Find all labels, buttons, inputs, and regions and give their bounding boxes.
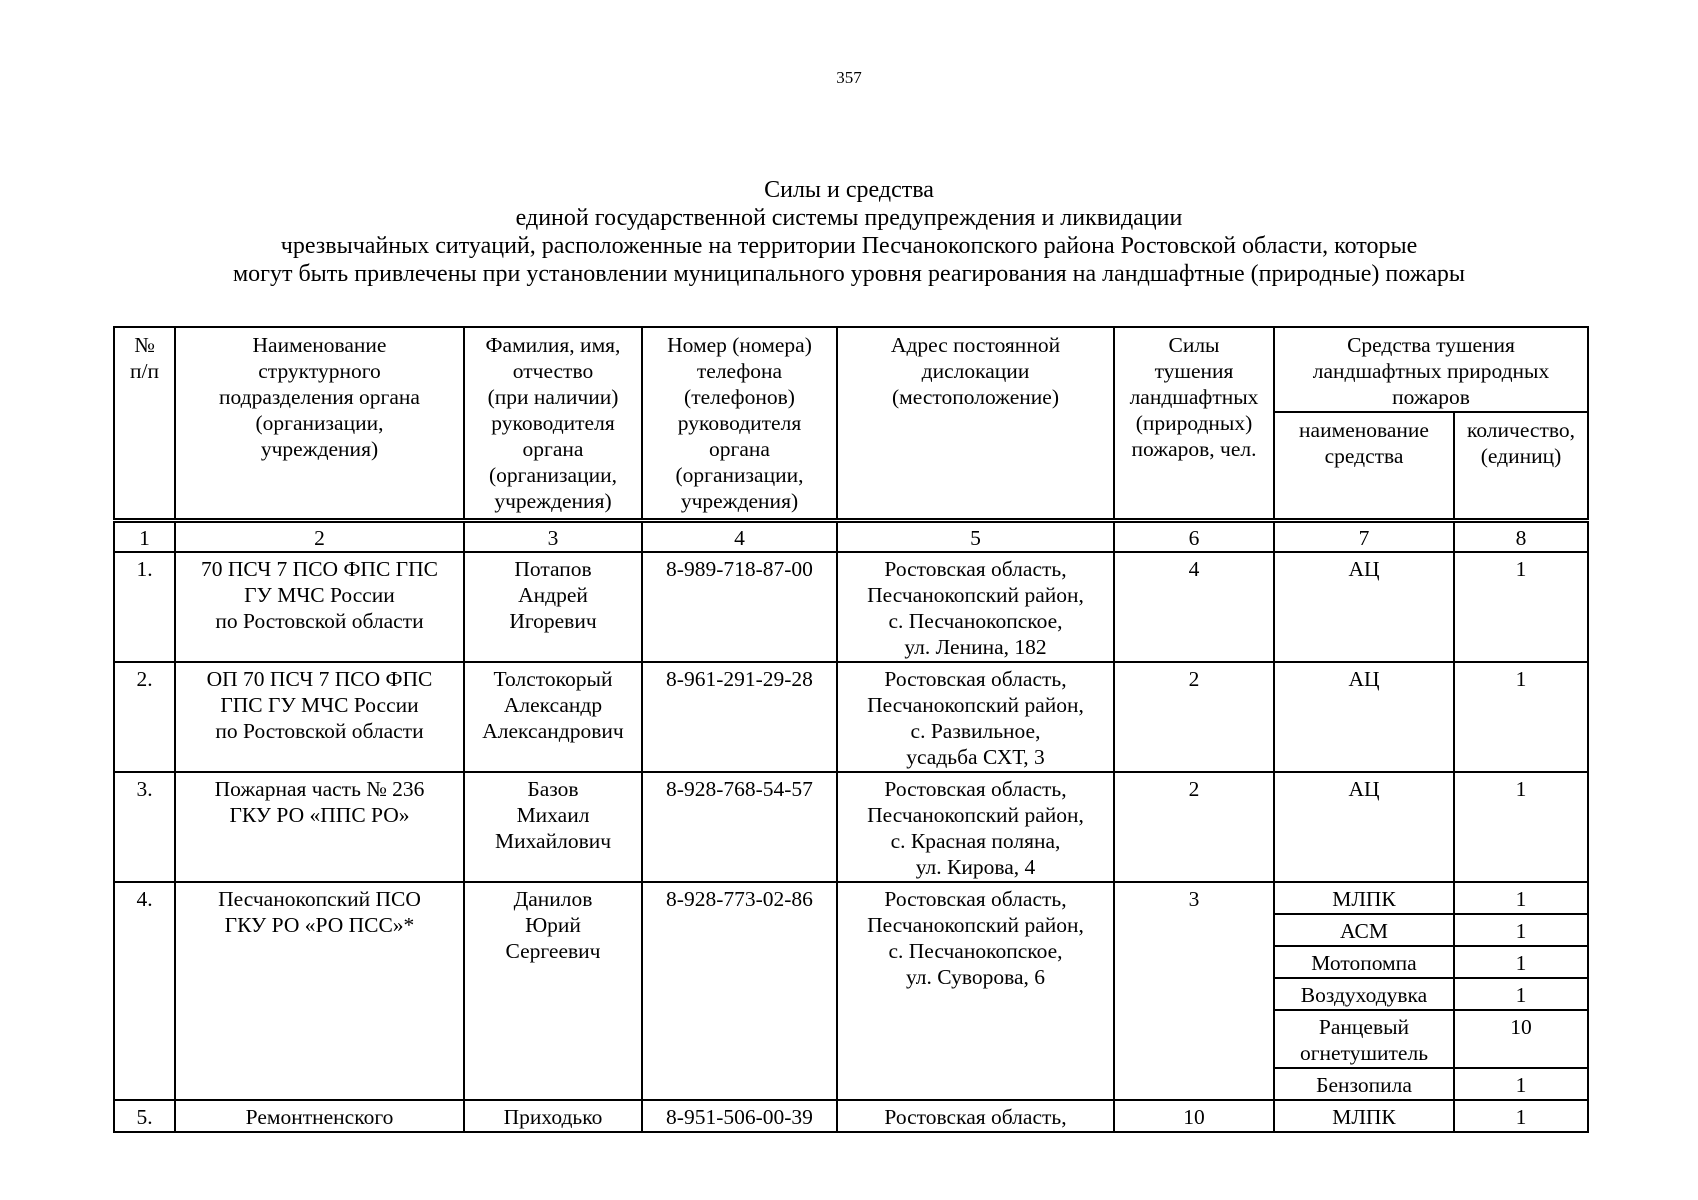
address-line: ул. Ленина, 182 [904, 634, 1047, 659]
equipment-name-line: АСМ [1340, 918, 1388, 943]
forces-cell: 2 [1114, 772, 1274, 882]
row-number: 2. [114, 662, 175, 772]
equipment-name-cell [1274, 1068, 1454, 1100]
header-forces [1114, 327, 1274, 520]
header-line: руководителя [491, 411, 615, 435]
address-line: усадьба СХТ, 3 [906, 744, 1045, 769]
equipment-name-cell [1274, 662, 1454, 772]
row-number: 4. [114, 882, 175, 1100]
head-name-cell [464, 552, 642, 662]
column-number: 6 [1114, 520, 1274, 552]
phone-cell: 8-989-718-87-00 [642, 552, 837, 662]
organization-line: Ремонтненского [245, 1104, 394, 1129]
table-row [114, 882, 1588, 914]
header-line: пожаров, чел. [1131, 437, 1257, 461]
row-number: 3. [114, 772, 175, 882]
head-name-cell [464, 1100, 642, 1132]
header-line: Средства тушения [1347, 333, 1515, 357]
header-line: (единиц) [1480, 444, 1562, 468]
header-line: № [134, 333, 155, 357]
header-line: (при наличии) [487, 385, 619, 409]
header-line: наименование [1299, 418, 1429, 442]
header-line: учреждения) [680, 489, 799, 513]
column-number: 3 [464, 520, 642, 552]
equipment-name-line: МЛПК [1332, 886, 1396, 911]
header-line: (организации, [489, 463, 617, 487]
phone-cell: 8-961-291-29-28 [642, 662, 837, 772]
head-name-line: Михаил [516, 802, 590, 827]
header-line: структурного [258, 359, 381, 383]
head-name-line: Юрий [525, 912, 581, 937]
table-row [114, 662, 1588, 772]
header-line: отчество [512, 359, 594, 383]
address-line: Ростовская область, [884, 886, 1067, 911]
organization-line: ГКУ РО «ППС РО» [229, 802, 410, 827]
address-line: Песчанокопский район, [867, 912, 1084, 937]
equipment-qty-cell: 1 [1454, 946, 1588, 978]
row-number: 1. [114, 552, 175, 662]
column-number: 7 [1274, 520, 1454, 552]
address-line: Песчанокопский район, [867, 692, 1084, 717]
title-line: чрезвычайных ситуаций, расположенные на территории Песчанокопского района Ростовской области, которые [280, 233, 1418, 259]
forces-table [113, 326, 1589, 1133]
forces-cell: 10 [1114, 1100, 1274, 1132]
header-line: Силы [1168, 333, 1220, 357]
organization-line: по Ростовской области [215, 608, 424, 633]
equipment-name-line: АЦ [1348, 776, 1380, 801]
address-line: Ростовская область, [884, 776, 1067, 801]
organization-cell [175, 662, 464, 772]
head-name-line: Приходько [503, 1104, 603, 1129]
equipment-name-line: АЦ [1348, 556, 1380, 581]
header-phone [642, 327, 837, 520]
head-name-cell [464, 772, 642, 882]
header-line: средства [1324, 444, 1404, 468]
header-line: тушения [1154, 359, 1234, 383]
header-line: ландшафтных природных [1312, 359, 1550, 383]
forces-cell: 4 [1114, 552, 1274, 662]
equipment-name-line: Воздуходувка [1300, 982, 1428, 1007]
header-line: руководителя [677, 411, 802, 435]
organization-line: ГКУ РО «РО ПСС»* [224, 912, 415, 937]
header-organization [175, 327, 464, 520]
organization-line: по Ростовской области [215, 718, 424, 743]
head-name-line: Толстокорый [493, 666, 613, 691]
header-line: (местоположение) [892, 385, 1059, 409]
header-equipment-group [1274, 327, 1588, 412]
address-line: Ростовская область, [884, 556, 1067, 581]
column-number: 1 [114, 520, 175, 552]
address-cell [837, 882, 1114, 1100]
header-line: ландшафтных [1129, 385, 1259, 409]
header-equipment-qty [1454, 412, 1588, 520]
equipment-name-line: АЦ [1348, 666, 1380, 691]
equipment-qty-cell: 1 [1454, 914, 1588, 946]
header-number [114, 327, 175, 520]
address-line: Песчанокопский район, [867, 582, 1084, 607]
table-row [114, 1100, 1588, 1132]
equipment-name-cell [1274, 772, 1454, 882]
phone-cell: 8-928-768-54-57 [642, 772, 837, 882]
address-line: с. Песчанокопское, [888, 938, 1063, 963]
equipment-name-cell [1274, 946, 1454, 978]
equipment-name-cell [1274, 552, 1454, 662]
address-line: с. Песчанокопское, [888, 608, 1063, 633]
head-name-line: Данилов [513, 886, 593, 911]
header-address [837, 327, 1114, 520]
header-line: учреждения) [494, 489, 612, 513]
address-cell [837, 1100, 1114, 1132]
forces-cell: 2 [1114, 662, 1274, 772]
head-name-cell [464, 662, 642, 772]
organization-line: Песчанокопский ПСО [218, 886, 421, 911]
header-equipment-name [1274, 412, 1454, 520]
equipment-qty-cell: 1 [1454, 1100, 1588, 1132]
column-number: 8 [1454, 520, 1588, 552]
title-line: могут быть привлечены при установлении муниципального уровня реагирования на ландшафтные (природные) пожары [232, 261, 1466, 287]
column-numbers-row [114, 520, 1588, 552]
organization-cell [175, 552, 464, 662]
organization-cell [175, 772, 464, 882]
address-line: с. Красная поляна, [890, 828, 1061, 853]
address-line: ул. Суворова, 6 [905, 964, 1045, 989]
title-line: Силы и средства [764, 177, 934, 203]
column-number: 4 [642, 520, 837, 552]
header-line: учреждения) [260, 437, 379, 461]
header-line: Номер (номера) [667, 333, 812, 357]
head-name-cell [464, 882, 642, 1100]
head-name-line: Сергеевич [505, 938, 601, 963]
header-line: (организации, [255, 411, 384, 435]
equipment-name-cell [1274, 1100, 1454, 1132]
head-name-line: Александрович [482, 718, 624, 743]
organization-cell [175, 1100, 464, 1132]
address-line: с. Развильное, [910, 718, 1041, 743]
column-number: 5 [837, 520, 1114, 552]
table-row [114, 552, 1588, 662]
address-line: Ростовская область, [884, 1104, 1067, 1129]
header-line: органа [709, 437, 770, 461]
equipment-name-line: Ранцевый [1318, 1014, 1410, 1039]
equipment-qty-cell: 1 [1454, 772, 1588, 882]
header-line: Фамилия, имя, [485, 333, 621, 357]
forces-cell: 3 [1114, 882, 1274, 1100]
head-name-line: Базов [527, 776, 579, 801]
address-line: Ростовская область, [884, 666, 1067, 691]
header-line: Адрес постоянной [890, 333, 1061, 357]
organization-line: Пожарная часть № 236 [214, 776, 425, 801]
equipment-qty-cell: 1 [1454, 552, 1588, 662]
equipment-qty-cell: 1 [1454, 882, 1588, 914]
phone-cell: 8-951-506-00-39 [642, 1100, 837, 1132]
equipment-qty-cell: 1 [1454, 1068, 1588, 1100]
header-line: п/п [130, 359, 159, 383]
equipment-qty-cell: 1 [1454, 978, 1588, 1010]
equipment-name-cell [1274, 914, 1454, 946]
header-line: дислокации [921, 359, 1030, 383]
table-row [114, 772, 1588, 882]
equipment-qty-cell: 10 [1454, 1010, 1588, 1068]
column-number: 2 [175, 520, 464, 552]
organization-line: ГПС ГУ МЧС России [220, 692, 419, 717]
address-line: ул. Кирова, 4 [915, 854, 1036, 879]
header-line: (телефонов) [684, 385, 795, 409]
header-head-name [464, 327, 642, 520]
header-line: Наименование [252, 333, 387, 357]
organization-line: ГУ МЧС России [244, 582, 395, 607]
address-cell [837, 662, 1114, 772]
header-line: (организации, [675, 463, 804, 487]
equipment-name-line: Бензопила [1316, 1072, 1412, 1097]
title-line: единой государственной системы предупреждения и ликвидации [515, 205, 1183, 231]
organization-line: ОП 70 ПСЧ 7 ПСО ФПС [206, 666, 433, 691]
row-number: 5. [114, 1100, 175, 1132]
equipment-name-cell [1274, 882, 1454, 914]
address-line: Песчанокопский район, [867, 802, 1084, 827]
header-line: телефона [696, 359, 783, 383]
head-name-line: Александр [503, 692, 603, 717]
equipment-name-line: огнетушитель [1299, 1040, 1428, 1065]
address-cell [837, 552, 1114, 662]
header-line: количество, [1466, 418, 1575, 442]
head-name-line: Михайлович [494, 828, 612, 853]
organization-line: 70 ПСЧ 7 ПСО ФПС ГПС [201, 556, 438, 581]
head-name-line: Потапов [514, 556, 592, 581]
header-line: органа [522, 437, 584, 461]
equipment-qty-cell: 1 [1454, 662, 1588, 772]
document-title [0, 176, 1698, 288]
equipment-name-line: Мотопомпа [1311, 950, 1417, 975]
equipment-name-cell [1274, 1010, 1454, 1068]
address-cell [837, 772, 1114, 882]
organization-cell [175, 882, 464, 1100]
page-number: 357 [836, 68, 862, 87]
header-line: пожаров [1392, 385, 1470, 409]
header-line: подразделения органа [219, 385, 420, 409]
phone-cell: 8-928-773-02-86 [642, 882, 837, 1100]
header-line: (природных) [1135, 411, 1253, 435]
head-name-line: Игоревич [509, 608, 597, 633]
head-name-line: Андрей [518, 582, 588, 607]
equipment-name-line: МЛПК [1332, 1104, 1396, 1129]
equipment-name-cell [1274, 978, 1454, 1010]
